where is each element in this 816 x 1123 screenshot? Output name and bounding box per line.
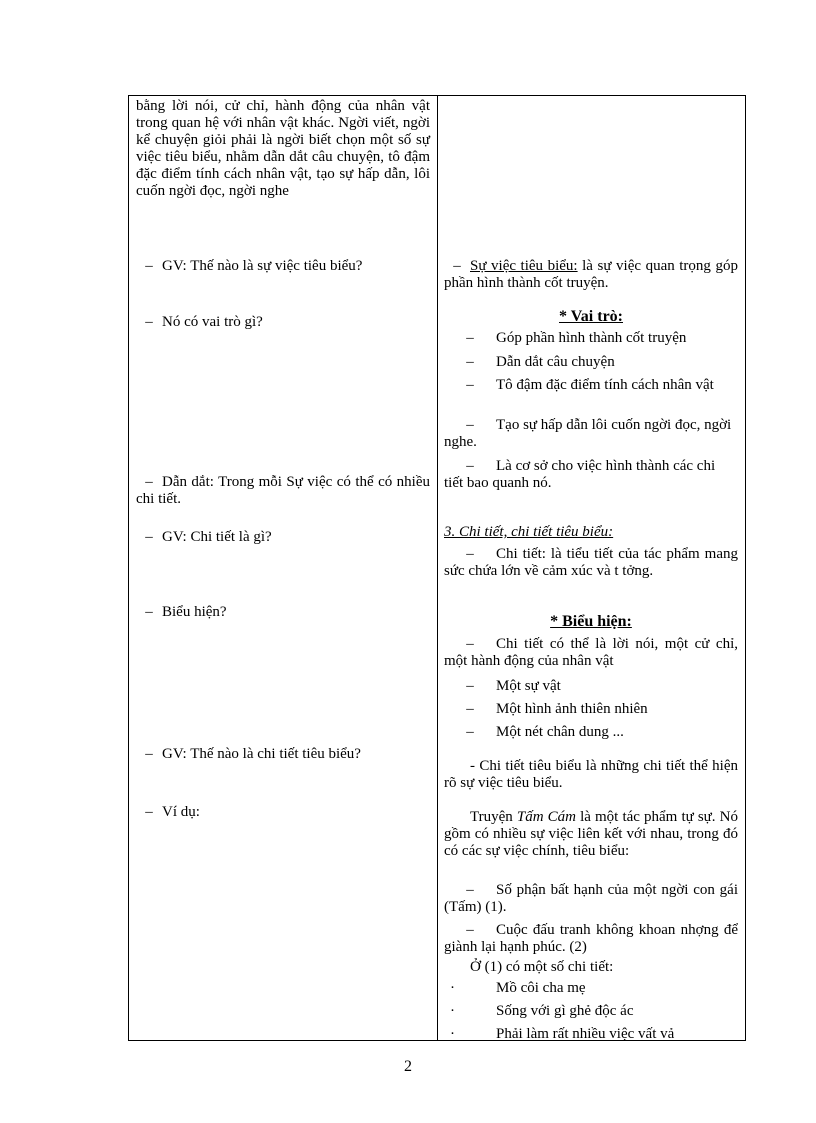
manifest-item: – Chi tiết có thể là lời nói, một cử chỉ, một hành động của nhân vật xyxy=(444,636,738,669)
detail-item: · Mồ côi cha mẹ xyxy=(450,980,586,996)
section-3-heading: 3. Chi tiết, chi tiết tiêu biểu: xyxy=(444,524,614,540)
event-item: – Số phận bất hạnh của một ngời con gái (Tấm) (1). xyxy=(444,882,738,915)
detail-definition: – Chi tiết: là tiểu tiết của tác phẩm mang sức chứa lớn về cảm xúc và t tởng. xyxy=(444,546,738,579)
event-item: – Cuộc đấu tranh không khoan nhợng để giành lại hạnh phúc. (2) xyxy=(444,922,738,955)
page-number: 2 xyxy=(404,1058,412,1075)
left-question-3: – Dẫn dắt: Trong mỗi Sự việc có thể có nhiều chi tiết. xyxy=(136,474,430,507)
left-question-2: – Nó có vai trò gì? xyxy=(145,314,263,330)
role-item: – Tô đậm đặc điểm tính cách nhân vật xyxy=(466,377,714,393)
left-question-6: – GV: Thế nào là chi tiết tiêu biểu? xyxy=(145,746,361,762)
left-question-7: – Ví dụ: xyxy=(145,804,200,820)
manifest-item: – Một sự vật xyxy=(466,678,561,694)
left-intro: bằng lời nói, cử chỉ, hành động của nhân vật trong quan hệ với nhân vật khác. Ngời viết, ngời kể chuyện giỏi phải là ngời biết chọn một số sự việc tiêu biểu, nhằm dẫn dắt câu chuyện, tô đậm đặc điểm tính cách nhân vật, tạo sự hấp dẫn, lôi cuốn ngời đọc, ngời nghe xyxy=(136,98,430,199)
column-divider xyxy=(437,96,438,1040)
role-item: – Là cơ sở cho việc hình thành các chi tiết bao quanh nó. xyxy=(444,458,716,491)
left-question-4: – GV: Chi tiết là gì? xyxy=(145,529,272,545)
right-definition: – Sự việc tiêu biểu: là sự việc quan trọng góp phần hình thành cốt truyện. xyxy=(444,258,738,291)
detail-item: · Phải làm rất nhiều việc vất vả xyxy=(450,1026,675,1042)
at-one-details-intro: Ở (1) có một số chi tiết: xyxy=(470,959,614,975)
left-question-1: – GV: Thế nào là sự việc tiêu biểu? xyxy=(145,258,363,274)
manifest-heading: * Biểu hiện: xyxy=(550,613,632,630)
role-item: – Dẫn dắt câu chuyện xyxy=(466,354,615,370)
lesson-table xyxy=(128,95,746,1041)
role-item: – Góp phần hình thành cốt truyện xyxy=(466,330,687,346)
typical-detail-definition: - Chi tiết tiêu biểu là những chi tiết thể hiện rõ sự việc tiêu biểu. xyxy=(444,758,738,791)
example-paragraph: Truyện Tấm Cám là một tác phẩm tự sự. Nó gồm có nhiều sự việc liên kết với nhau, trong đó có các sự việc chính, tiêu biểu: xyxy=(444,809,738,859)
role-heading: * Vai trò: xyxy=(559,308,623,325)
manifest-item: – Một nét chân dung ... xyxy=(466,724,624,740)
manifest-item: – Một hình ảnh thiên nhiên xyxy=(466,701,648,717)
left-question-5: – Biểu hiện? xyxy=(145,604,227,620)
detail-item: · Sống với gì ghẻ độc ác xyxy=(450,1003,634,1019)
role-item: – Tạo sự hấp dẫn lôi cuốn ngời đọc, ngời nghe. xyxy=(444,417,732,450)
